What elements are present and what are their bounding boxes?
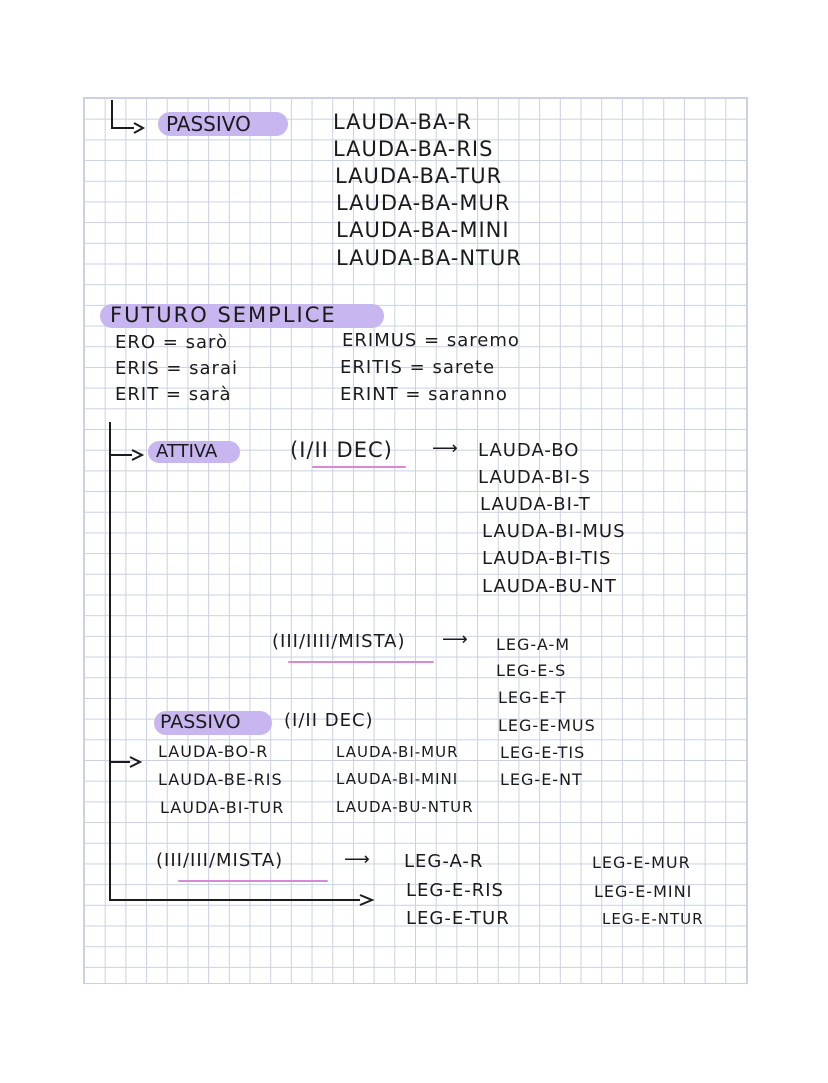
arrowhead-passivo-bottom	[130, 757, 140, 767]
passivo-top-form-4: LAUDA-BA-MUR	[336, 191, 511, 215]
arrow-right-icon: ⟶	[344, 849, 370, 870]
passivo-top-form-6: LAUDA-BA-NTUR	[336, 246, 522, 270]
passivo-top-form-2: LAUDA-BA-RIS	[333, 137, 494, 161]
attiva-group1-form-3: LAUDA-BI-T	[480, 494, 591, 515]
arrowhead-attiva	[132, 450, 142, 460]
passivo-top-heading: PASSIVO	[166, 112, 251, 136]
passivo-bottom-group1-right-3: LAUDA-BU-NTUR	[336, 798, 474, 816]
attiva-group1-form-1: LAUDA-BO	[478, 440, 580, 461]
attiva-group2-form-1: LEG-A-M	[496, 635, 571, 654]
attiva-group2-form-4: LEG-E-MUS	[498, 716, 596, 735]
passivo-bottom-group1-label: (I/II DEC)	[284, 710, 374, 731]
futuro-heading-highlight	[100, 304, 384, 328]
attiva-group2-form-5: LEG-E-TIS	[500, 743, 586, 762]
attiva-group2-underline	[288, 661, 434, 663]
passivo-bottom-heading: PASSIVO	[160, 711, 241, 733]
passivo-bottom-group1-right-1: LAUDA-BI-MUR	[336, 743, 459, 761]
attiva-group2-form-2: LEG-E-S	[496, 661, 567, 680]
attiva-heading-highlight	[148, 441, 240, 463]
passivo-bottom-group2-left-3: LEG-E-TUR	[406, 908, 510, 929]
passivo-bottom-group1-left-1: LAUDA-BO-R	[158, 742, 269, 761]
arrow-right-icon: ⟶	[432, 438, 458, 459]
passivo-top-heading-highlight	[158, 112, 288, 136]
passivo-bottom-group2-label: (III/III/MISTA)	[156, 850, 284, 871]
attiva-heading: ATTIVA	[156, 441, 218, 462]
futuro-left-1: ERO = sarò	[115, 332, 228, 353]
passivo-bottom-group2-left-1: LEG-A-R	[404, 851, 484, 872]
connector-passivo-top	[112, 100, 134, 128]
arrow-right-icon: ⟶	[442, 629, 468, 650]
attiva-group1-form-4: LAUDA-BI-MUS	[482, 521, 626, 542]
attiva-group1-underline	[312, 466, 406, 468]
passivo-bottom-heading-highlight	[154, 711, 272, 735]
futuro-right-2: ERITIS = sarete	[340, 357, 496, 378]
passivo-top-form-1: LAUDA-BA-R	[333, 110, 472, 134]
passivo-top-form-3: LAUDA-BA-TUR	[335, 164, 503, 188]
passivo-bottom-group2-underline	[178, 880, 328, 882]
futuro-left-2: ERIS = sarai	[115, 358, 238, 379]
passivo-bottom-group1-left-3: LAUDA-BI-TUR	[160, 798, 285, 817]
attiva-group2-form-3: LEG-E-T	[498, 688, 567, 707]
passivo-bottom-group1-right-2: LAUDA-BI-MINI	[336, 770, 459, 788]
futuro-right-1: ERIMUS = saremo	[342, 330, 520, 351]
futuro-left-3: ERIT = sarà	[115, 384, 232, 405]
passivo-bottom-group2-left-2: LEG-E-RIS	[406, 880, 504, 901]
attiva-group1-label: (I/II DEC)	[290, 438, 393, 462]
futuro-right-3: ERINT = saranno	[340, 384, 508, 405]
attiva-group1-form-5: LAUDA-BI-TIS	[482, 548, 612, 569]
passivo-bottom-group2-right-3: LEG-E-NTUR	[602, 910, 704, 928]
attiva-group1-form-2: LAUDA-BI-S	[478, 467, 591, 488]
passivo-bottom-group2-right-2: LEG-E-MINI	[594, 882, 693, 901]
arrowhead-passivo-top	[134, 123, 143, 133]
attiva-group2-form-6: LEG-E-NT	[500, 770, 583, 789]
futuro-heading: FUTURO SEMPLICE	[110, 303, 337, 327]
attiva-group2-label: (III/IIII/MISTA)	[272, 631, 406, 652]
attiva-group1-form-6: LAUDA-BU-NT	[482, 576, 617, 597]
passivo-bottom-group2-right-1: LEG-E-MUR	[592, 853, 691, 872]
passivo-top-form-5: LAUDA-BA-MINI	[336, 218, 510, 242]
arrowhead-bracket-bottom	[360, 895, 372, 905]
passivo-bottom-group1-left-2: LAUDA-BE-RIS	[158, 770, 283, 789]
